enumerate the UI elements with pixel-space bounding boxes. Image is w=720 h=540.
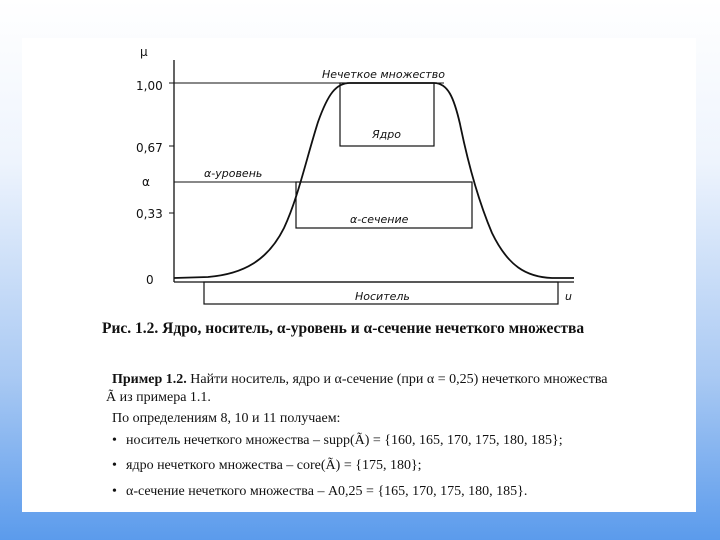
- bullet-icon: •: [112, 484, 117, 499]
- example-task: Найти носитель, ядро и α-сечение (при α = 0,25) нечеткого множества: [186, 372, 608, 387]
- example-continuation: Ã из примера 1.1.: [106, 390, 211, 405]
- list-item-alpha-cut: [112, 484, 527, 500]
- x-axis-symbol: u: [565, 290, 572, 303]
- tick-label-1-00: 1,00: [136, 79, 163, 93]
- alpha-level-label: α-уровень: [204, 167, 263, 180]
- example-number: Пример 1.2.: [112, 372, 187, 387]
- definitions-intro: По определениям 8, 10 и 11 получаем:: [112, 411, 341, 426]
- list-item-core: [112, 458, 422, 474]
- tick-label-0-67: 0,67: [136, 141, 163, 155]
- support-label: Носитель: [355, 290, 410, 303]
- example-title: [112, 372, 608, 388]
- figure-caption: Рис. 1.2. Ядро, носитель, α-уровень и α-сечение нечеткого множества: [102, 320, 585, 337]
- y-axis-symbol: μ: [140, 45, 148, 59]
- list-item-support: [112, 433, 563, 449]
- fuzzy-set-label: Нечеткое множество: [322, 68, 445, 81]
- membership-curve: [174, 83, 574, 278]
- tick-label-0-33: 0,33: [136, 207, 163, 221]
- slide-panel: [22, 38, 696, 512]
- bullet-icon: •: [112, 458, 117, 473]
- list-item-text: ядро нечеткого множества – core(Ã) = {175, 180};: [126, 458, 422, 473]
- fuzzy-set-diagram: [22, 38, 696, 318]
- tick-label-0: 0: [146, 273, 154, 287]
- core-label: Ядро: [372, 128, 401, 141]
- bullet-icon: •: [112, 433, 117, 448]
- tick-label-alpha: α: [142, 175, 150, 189]
- list-item-text: носитель нечеткого множества – supp(Ã) = {160, 165, 170, 175, 180, 185};: [126, 433, 563, 448]
- list-item-text: α-сечение нечеткого множества – A0,25 = {165, 170, 175, 180, 185}.: [126, 484, 528, 499]
- alpha-cut-label: α-сечение: [350, 213, 409, 226]
